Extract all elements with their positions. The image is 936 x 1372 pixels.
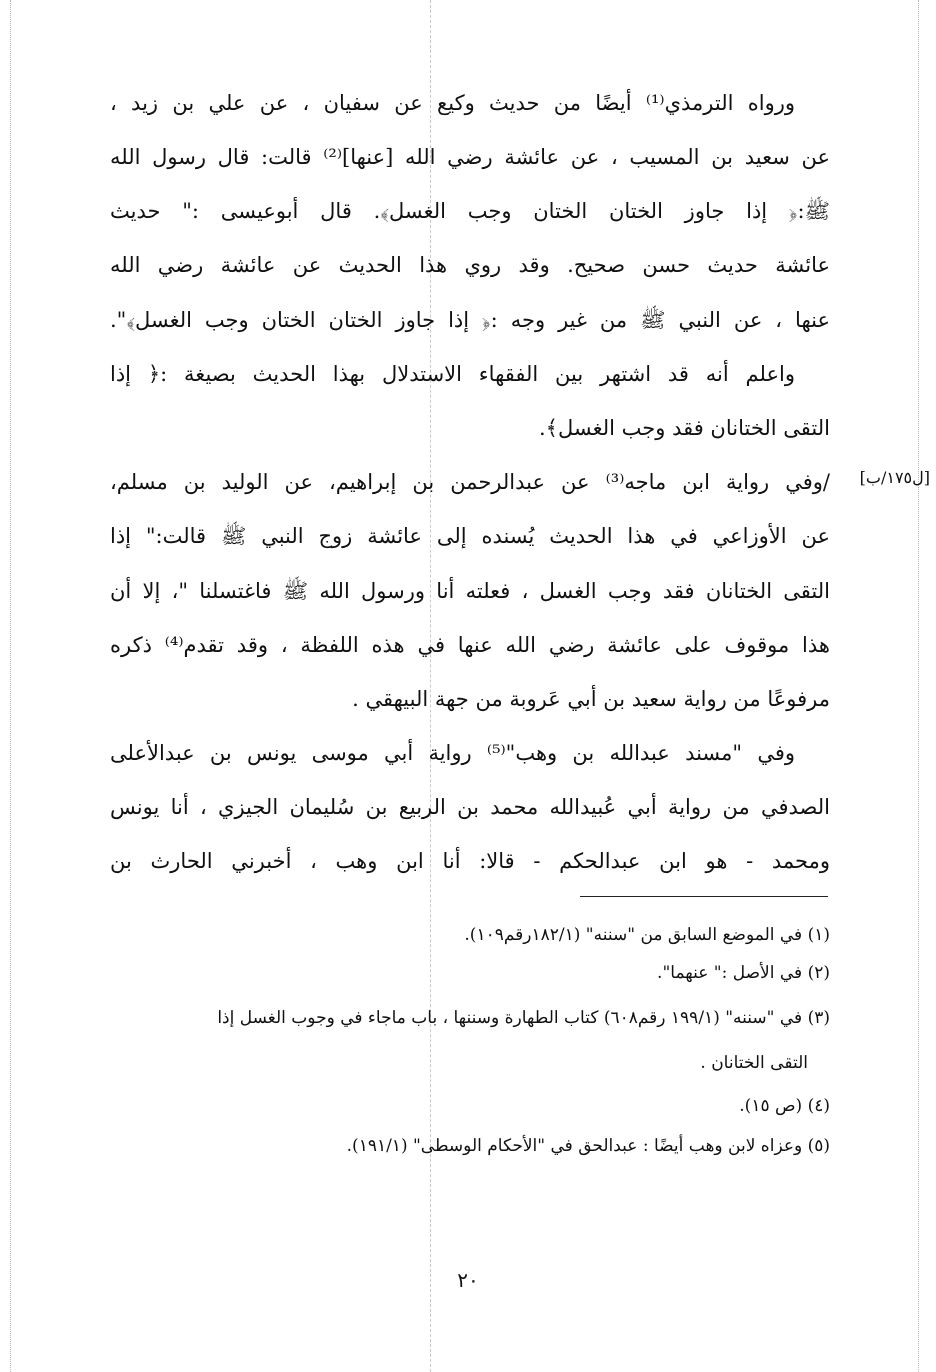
footnote-separator	[580, 896, 828, 897]
footnote: (٥) وعزاه لابن وهب أيضًا : عبدالحق في "الأحكام الوسطى" (١٩١/١).	[346, 1136, 830, 1156]
footnote: (١) في الموضع السابق من "سننه" (١٨٢/١رقم١٠٩).	[464, 925, 830, 945]
page-number: ٢٠	[457, 1268, 479, 1292]
body-line: ﷺ:﴿ إذا جاوز الختان الختان وجب الغسل﴾. قال أبوعيسى :" حديث	[110, 199, 830, 223]
footnote-continuation: التقى الختانان .	[700, 1053, 808, 1073]
scan-guide-line	[10, 0, 11, 1372]
body-line: ورواه الترمذي⁽¹⁾ أيضًا من حديث وكيع عن سفيان ، عن علي بن زيد ،	[110, 91, 795, 115]
body-line: التقى الختانان فقد وجب الغسل ، فعلته أنا ورسول الله ﷺ فاغتسلنا "، إلا أن	[110, 579, 830, 603]
footnote: (٢) في الأصل :" عنهما".	[657, 963, 830, 983]
margin-folio-note: [ل١٧٥/ب]	[859, 468, 930, 487]
body-line: هذا موقوف على عائشة رضي الله عنها في هذه اللفظة ، وقد تقدم⁽⁴⁾ ذكره	[110, 633, 830, 657]
body-line: وفي "مسند عبدالله بن وهب"⁽⁵⁾ رواية أبي موسى يونس بن عبدالأعلى	[110, 741, 795, 765]
body-line: /وفي رواية ابن ماجه⁽³⁾ عن عبدالرحمن بن إبراهيم، عن الوليد بن مسلم،	[110, 470, 830, 494]
footnote: (٣) في "سننه" (١٩٩/١ رقم٦٠٨) كتاب الطهارة وسننها ، باب ماجاء في وجوب الغسل إذا	[217, 1008, 830, 1028]
body-line: ومحمد - هو ابن عبدالحكم - قالا: أنا ابن وهب ، أخبرني الحارث بن	[110, 849, 830, 873]
footnote: (٤) (ص ١٥).	[739, 1096, 830, 1116]
body-line: عنها ، عن النبي ﷺ من غير وجه :﴿ إذا جاوز الختان الختان وجب الغسل﴾".	[110, 308, 830, 332]
scan-guide-line	[918, 0, 919, 1372]
body-line: عن الأوزاعي في هذا الحديث يُسنده إلى عائشة زوج النبي ﷺ قالت:" إذا	[110, 524, 830, 548]
body-line: الصدفي من رواية أبي عُبيدالله محمد بن الربيع بن سُليمان الجيزي ، أنا يونس	[110, 795, 830, 819]
body-line: واعلم أنه قد اشتهر بين الفقهاء الاستدلال بهذا الحديث بصيغة :﴿ إذا	[110, 362, 795, 386]
body-line: عن سعيد بن المسيب ، عن عائشة رضي الله [عنها]⁽²⁾ قالت: قال رسول الله	[110, 145, 830, 169]
body-line: التقى الختانان فقد وجب الغسل﴾.	[539, 416, 830, 440]
body-line: عائشة حديث حسن صحيح. وقد روي هذا الحديث عن عائشة رضي الله	[110, 253, 830, 277]
body-line: مرفوعًا من رواية سعيد بن أبي عَروبة من جهة البيهقي .	[352, 687, 830, 711]
